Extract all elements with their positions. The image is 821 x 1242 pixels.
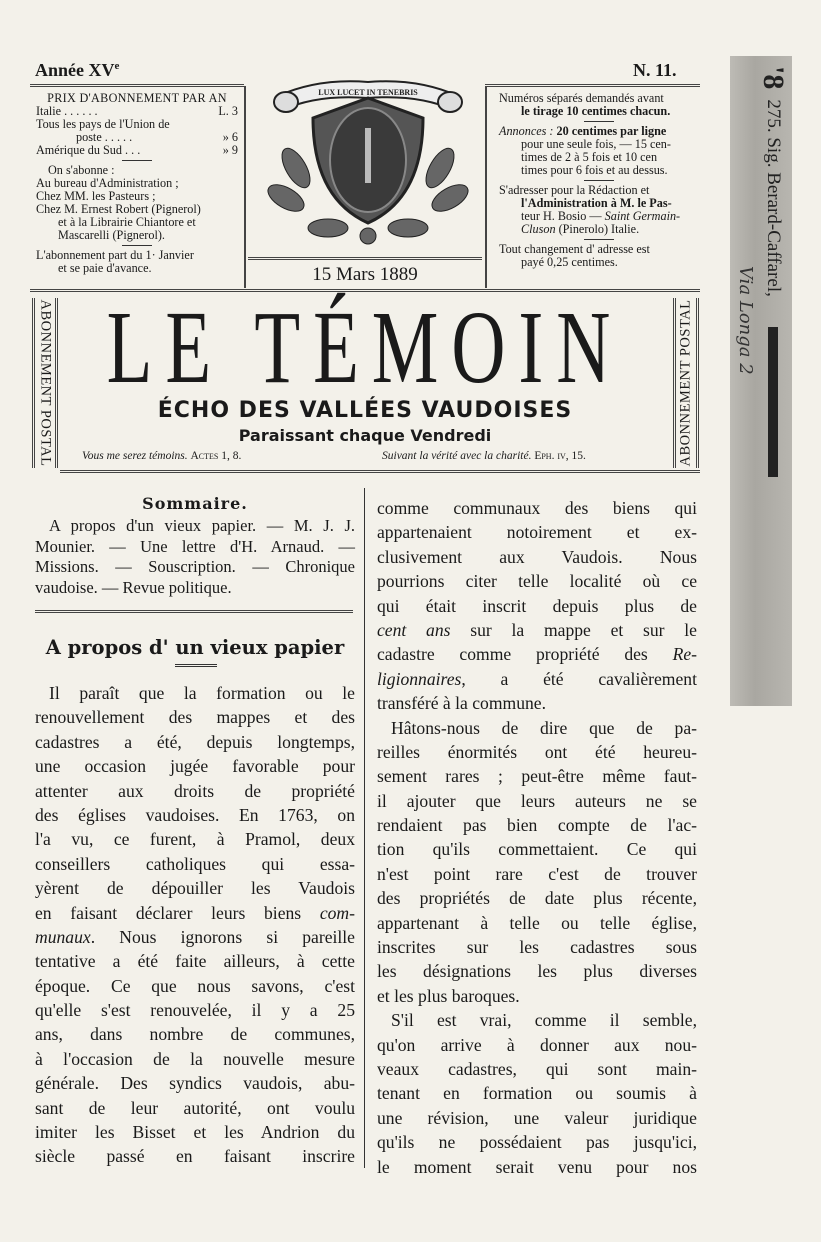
article-line: [35, 1047, 355, 1071]
article-line: [377, 520, 697, 544]
line-text: tentative a été faite ailleurs, à cette: [35, 951, 355, 972]
line-text: sur la mappe et sur le: [450, 619, 697, 640]
side-label-text: ABONNEMENT POSTAL: [37, 299, 54, 467]
article-line: [377, 1057, 697, 1081]
line-text: attenter aux droits de propriété: [35, 780, 355, 801]
short-rule: [122, 160, 152, 161]
summary-text: A propos d'un vieux papier. — M. J. J. Mounier. — Une lettre d'H. Arnaud. — Missions. — Souscription. — Chronique vaudoise. — Revue politique.: [35, 516, 355, 597]
article-line: [377, 667, 697, 691]
newspaper-subtitle: ÉCHO DES VALLÉES VAUDOISES: [157, 398, 573, 423]
article-line: [35, 998, 355, 1022]
ads-rate: times de 2 à 5 fois et 10 cen: [521, 150, 658, 164]
side-label-text: ABONNEMENT POSTAL: [677, 299, 694, 467]
line-text: , a été cavalièrement: [461, 668, 697, 689]
line-text: imiter les Bisset et les Andrion du: [35, 1122, 355, 1143]
divider: [248, 257, 482, 260]
publication-frequency: Paraissant chaque Vendredi: [238, 426, 492, 445]
article-line: [377, 1008, 697, 1032]
article-line: [35, 974, 355, 998]
article-line: [377, 569, 697, 593]
emblem-motto: LUX LUCET IN TENEBRIS: [318, 88, 418, 97]
line-text: une occasion jugée favorable pour: [35, 756, 355, 777]
line-text: qu'on arrive à donner aux nou-: [377, 1034, 697, 1055]
line-text: époque. Ce que nous savons, c'est: [35, 975, 355, 996]
contact-line: [499, 223, 698, 236]
summary-heading: Sommaire.: [142, 494, 248, 513]
article-line: [35, 1144, 355, 1168]
article-line: [377, 837, 697, 861]
article-line: [377, 594, 697, 618]
ads-rate: 20 centimes par ligne: [556, 124, 667, 138]
italic-text: com-: [319, 902, 355, 923]
issue-number: N. 11.: [633, 60, 677, 80]
price-row: [36, 144, 238, 157]
info-box: [485, 86, 700, 288]
italic-text: cent ans: [377, 619, 451, 640]
article-line: [35, 852, 355, 876]
subscribe-place: Mascarelli (Pignerol).: [58, 228, 165, 242]
italic-text: Re-: [672, 644, 697, 665]
ads-label: Annonces :: [499, 124, 554, 138]
line-text: clusivement aux Vaudois. Nous: [377, 546, 697, 567]
subscribe-place: Chez M. Ernest Robert (Pignerol): [36, 202, 201, 216]
price-value: » 9: [222, 143, 238, 157]
line-text: . Nous ignorons si pareille: [90, 926, 355, 947]
label-address: 275. Sig. Berard-Caffarel,: [763, 99, 784, 297]
line-text: des propriétés de date plus récente,: [377, 888, 697, 909]
handwritten-note: [732, 266, 756, 466]
mailing-label-strip: [730, 56, 792, 706]
italic-text: ligionnaires: [377, 668, 462, 689]
motto-reference: Actes 1, 8.: [190, 450, 242, 462]
article-line: [35, 876, 355, 900]
article-line: [35, 754, 355, 778]
article-line: [377, 886, 697, 910]
line-text: appartenant à telle ou telle église,: [377, 912, 697, 933]
subscription-heading: PRIX D'ABONNEMENT PAR AN: [47, 91, 227, 105]
article-line: [377, 789, 697, 813]
article-line: [377, 642, 697, 666]
line-text: appartenaient notoirement et ex-: [377, 522, 697, 543]
single-issue-price-2: le tirage 10 centimes chacun.: [521, 104, 671, 118]
line-text: qui était inscrit depuis plus de: [377, 595, 697, 616]
line-text: pourrions citer telle localité où ce: [377, 571, 697, 592]
single-issue-price: Numéros séparés demandés avant: [499, 91, 664, 105]
contact-line: l'Administration à M. le Pas-: [521, 196, 672, 210]
italic-text: munaux: [35, 926, 91, 947]
line-text: une révision, une valeur juridique: [377, 1107, 697, 1128]
newspaper-title: LE TÉMOIN: [106, 290, 624, 405]
line-text: yèrent de dépouiller les Vaudois: [35, 878, 355, 899]
article-line: [377, 813, 697, 837]
line-text: renouvellement des mappes et des: [35, 707, 355, 728]
short-rule: [584, 180, 614, 181]
ads-rate: pour une seule fois, — 15 cen-: [521, 137, 671, 151]
emblem-crest: [258, 68, 478, 253]
line-text: et les plus baroques.: [377, 985, 520, 1006]
article-line: [377, 764, 697, 788]
article-line: [377, 716, 697, 740]
article-line: [377, 496, 697, 520]
article-line: [35, 730, 355, 754]
subscribe-place: Chez MM. les Pasteurs ;: [36, 189, 156, 203]
article-line: [377, 935, 697, 959]
contact-line: S'adresser pour la Rédaction et: [499, 183, 650, 197]
price-value: L. 3: [218, 104, 238, 118]
article-line: [377, 1033, 697, 1057]
line-text: générale. Des syndics vaudois, abu-: [35, 1073, 355, 1094]
year-superscript: e: [114, 60, 120, 72]
subscription-box: [30, 86, 246, 288]
line-text: à l'occasion de la nouvelle mesure: [35, 1048, 355, 1069]
redaction-bar: [768, 327, 778, 477]
line-text: Il paraît que la formation ou le: [49, 683, 355, 703]
article-line: [377, 862, 697, 886]
article-line: [35, 779, 355, 803]
article-column-1: [35, 681, 355, 1169]
price-label: poste . . . . .: [76, 130, 133, 144]
line-text: Hâtons-nous de dire que de pa-: [391, 717, 697, 738]
line-text: le moment serait venu pour nos: [377, 1156, 697, 1177]
article-line: [377, 691, 697, 715]
article-line: [377, 1155, 697, 1179]
subscribe-place: Au bureau d'Administration ;: [36, 176, 179, 190]
motto-left: [82, 450, 241, 462]
article-line: [377, 984, 697, 1008]
year-label: [35, 60, 119, 81]
short-rule: [584, 239, 614, 240]
price-value: » 6: [222, 130, 238, 144]
line-text: cadastre comme propriété des: [377, 644, 673, 665]
article-line: [35, 827, 355, 851]
article-title: A propos d' un vieux papier: [45, 636, 345, 659]
line-text: rendaient pas bien compte de l'ac-: [377, 815, 697, 836]
article-line: [35, 803, 355, 827]
line-text: transféré à la commune.: [377, 693, 547, 714]
subscribe-place: et à la Librairie Chiantore et: [58, 215, 196, 229]
contact-place: Cluson: [521, 222, 556, 236]
line-text: ans, dans nombre de communes,: [35, 1024, 355, 1045]
article-line: [35, 1071, 355, 1095]
article-line: [377, 959, 697, 983]
line-text: veaux cadastres, qui sont main-: [377, 1058, 697, 1079]
masthead-divider: [60, 470, 700, 473]
price-label: Tous les pays de l'Union de: [36, 117, 170, 131]
article-line: [377, 618, 697, 642]
line-text: tion qu'ils commettaient. Ce qui: [377, 839, 697, 860]
subscription-payment: et se paie d'avance.: [58, 261, 152, 275]
contact-text: (Pinerolo) Italie.: [555, 222, 640, 236]
line-text: en faisant déclarer leurs biens: [35, 902, 320, 923]
line-text: qu'ils ne possédaient pas jusqu'ici,: [377, 1132, 697, 1153]
article-column-2: [377, 496, 697, 1179]
ads-rate: times pour 6 fois et au dessus.: [521, 163, 668, 177]
motto-text: Vous me serez témoins.: [82, 450, 188, 462]
motto-text: Suivant la vérité avec la charité.: [382, 450, 532, 462]
short-rule: [584, 121, 614, 122]
article-line: [377, 1081, 697, 1105]
price-row: [36, 118, 238, 131]
line-text: les désignations les plus diverses: [377, 961, 697, 982]
title-ornament-rule: [175, 664, 217, 667]
price-label: Amérique du Sud . . .: [36, 143, 141, 157]
line-text: comme communaux des biens qui: [377, 498, 697, 518]
line-text: tenant en formation ou soumis à: [377, 1083, 697, 1104]
article-line: [35, 949, 355, 973]
line-text: siècle passé en faisant inscrire: [35, 1146, 355, 1167]
article-line: [377, 740, 697, 764]
summary-divider: [35, 610, 353, 613]
line-text: conseillers catholiques qui essa-: [35, 853, 355, 874]
article-line: [35, 901, 355, 925]
year-text: Année XV: [35, 60, 115, 80]
article-line: [377, 1130, 697, 1154]
article-line: [35, 705, 355, 729]
line-text: il ajouter que leurs auteurs ne se: [377, 790, 697, 811]
subscribe-label: On s'abonne :: [48, 163, 115, 177]
line-text: des églises vaudoises. En 1763, on: [35, 804, 355, 825]
address-change: Tout changement d' adresse est: [499, 242, 650, 256]
column-divider: [364, 488, 365, 1168]
line-text: cadastres a été, depuis longtemps,: [35, 731, 355, 752]
line-text: inscrites sur les cadastres sous: [377, 937, 697, 958]
motto-reference: Eph. iv, 15.: [534, 450, 586, 462]
issue-date: 15 Mars 1889: [312, 264, 418, 285]
label-number: '8: [757, 66, 790, 90]
handwriting-text: Via Longa 2: [735, 266, 756, 375]
article-line: [377, 1106, 697, 1130]
label-address-column: [758, 66, 790, 696]
line-text: sement rares ; peut-être même faut-: [377, 766, 697, 787]
article-line: [377, 911, 697, 935]
article-line: [377, 545, 697, 569]
line-text: reilles énormités ont été heureu-: [377, 741, 697, 762]
line-text: l'a vu, ce furent, à Pramol, deux: [35, 829, 355, 850]
article-line: [35, 681, 355, 705]
article-line: [35, 925, 355, 949]
article-line: [35, 1096, 355, 1120]
contact-place: Saint Germain-: [604, 209, 681, 223]
line-text: qu'elle s'est renouvelée, il y a 25: [35, 1000, 355, 1021]
subscription-start: L'abonnement part du 1· Janvier: [36, 248, 194, 262]
price-label: Italie . . . . . .: [36, 104, 98, 118]
article-line: [35, 1022, 355, 1046]
motto-right: [382, 450, 586, 462]
article-line: [35, 1120, 355, 1144]
short-rule: [122, 245, 152, 246]
line-text: sant de leur autorité, ont voulu: [35, 1097, 355, 1118]
line-text: S'il est vrai, comme il semble,: [391, 1010, 697, 1031]
contact-text: teur H. Bosio —: [521, 209, 605, 223]
line-text: n'est point rare c'est de trouver: [377, 863, 697, 884]
address-change: payé 0,25 centimes.: [521, 255, 618, 269]
crest-icon: [258, 68, 478, 253]
